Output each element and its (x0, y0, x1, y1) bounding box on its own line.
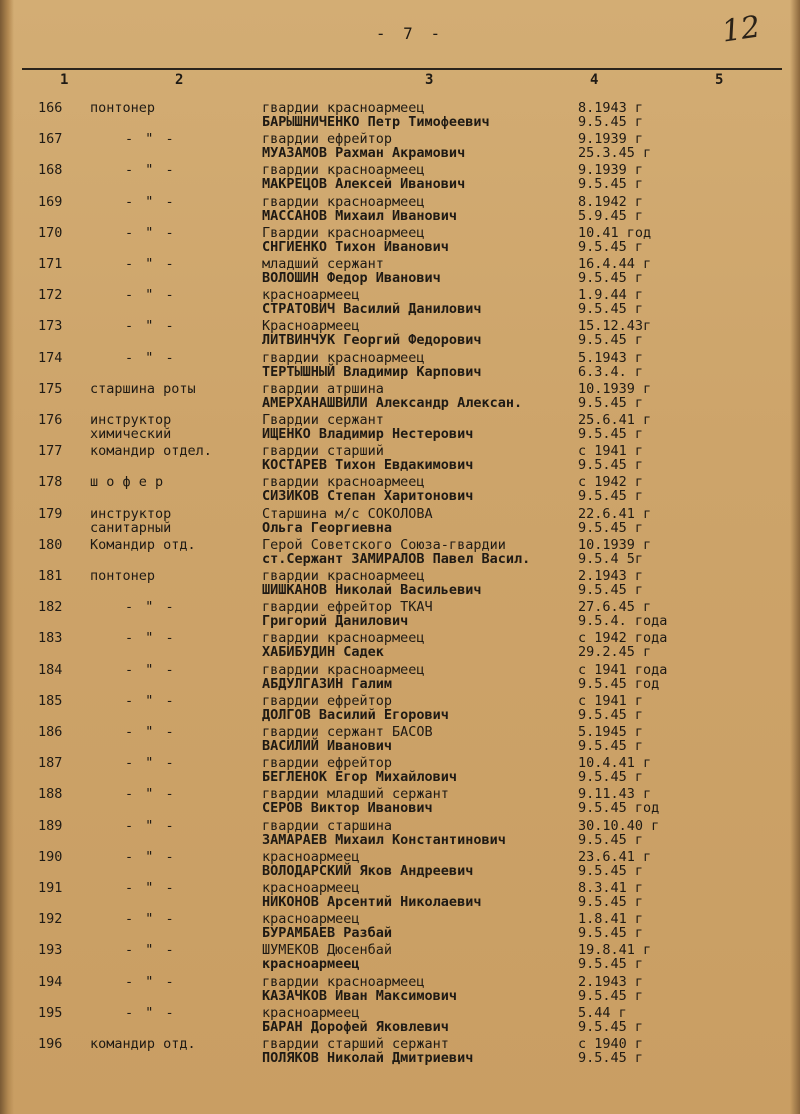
rank: Красноармеец (262, 318, 360, 335)
full-name: ПОЛЯКОВ Николай Дмитриевич (262, 1050, 474, 1066)
date-1: 23.6.41 г (578, 848, 652, 865)
date-1: с 1942 г (578, 474, 644, 491)
date-2: 9.5.45 год (578, 675, 660, 692)
row-number: 184 (38, 661, 63, 678)
table-row (0, 285, 800, 316)
position: - " - (125, 848, 176, 865)
date-1: 2.1943 г (578, 973, 644, 990)
full-name: ИЩЕНКО Владимир Нестерович (262, 426, 474, 442)
rank: гвардии красноармеец (262, 973, 425, 990)
date-2: 9.5.45 г (578, 238, 644, 255)
full-name: ШИШКАНОВ Николай Васильевич (262, 582, 482, 598)
row-number: 193 (38, 942, 63, 959)
position: - " - (125, 1004, 176, 1021)
date-2: 9.5.45 г (578, 270, 644, 286)
table-row (0, 535, 800, 566)
full-name: ХАБИБУДИН Садек (262, 644, 384, 661)
full-name: МАКРЕЦОВ Алексей Иванович (262, 176, 466, 193)
date-1: 19.8.41 г (578, 942, 652, 959)
table-row (0, 1034, 800, 1065)
header-rule (22, 68, 782, 70)
position: - " - (125, 755, 176, 772)
rank: Гвардии красноармеец (262, 224, 425, 241)
position: - " - (125, 880, 176, 896)
date-1: 9.11.43 г (578, 786, 652, 803)
position: инструктор (90, 505, 172, 522)
rank: Старшина м/с СОКОЛОВА (262, 505, 433, 522)
row-number: 180 (38, 536, 63, 553)
full-name: ВОЛОДАРСКИЙ Яков Андреевич (262, 862, 474, 879)
date-2: 9.5.45 год (578, 800, 660, 817)
table-row (0, 784, 800, 815)
rank: гвардии красноармеец (262, 193, 425, 210)
rank: гвардии красноармеец (262, 568, 425, 584)
full-name: БУРАМБАЕВ Разбай (262, 925, 393, 942)
column-header-4: 4 (590, 72, 599, 88)
table-row (0, 847, 800, 878)
full-name: СЕРОВ Виктор Иванович (262, 800, 433, 817)
rank: ШУМЕКОВ Дюсенбай (262, 942, 393, 959)
position: Командир отд. (90, 536, 196, 553)
date-2: 9.5.45 г (578, 831, 644, 848)
page-number: - 7 - (375, 24, 445, 43)
table-row (0, 816, 800, 847)
rank: гвардии ефрейтор (262, 692, 393, 709)
position: - " - (125, 162, 176, 179)
date-2: 9.5.45 г (578, 114, 644, 130)
position: - " - (125, 942, 176, 959)
table-row (0, 909, 800, 940)
rank: гвардии ефрейтор ТКАЧ (262, 599, 433, 616)
date-2: 5.9.45 г (578, 207, 644, 224)
table-row (0, 722, 800, 753)
position: - " - (125, 193, 176, 210)
date-1: 22.6.41 г (578, 505, 652, 522)
position: - " - (125, 817, 176, 834)
rank: гвардии красноармеец (262, 630, 425, 647)
position: - " - (125, 318, 176, 335)
position: - " - (125, 256, 176, 272)
rank: младший сержант (262, 256, 384, 272)
date-1: с 1941 г (578, 692, 644, 709)
date-1: 5.1943 г (578, 349, 644, 366)
full-name: БАРЫШНИЧЕНКО Петр Тимофеевич (262, 114, 490, 130)
column-header-5: 5 (715, 72, 724, 88)
date-1: 16.4.44 г (578, 256, 652, 272)
date-1: 8.3.41 г (578, 880, 644, 896)
table-row (0, 660, 800, 691)
row-number: 183 (38, 630, 63, 647)
position-line2: химический (90, 426, 172, 442)
date-2: 9.5.45 г (578, 769, 644, 786)
position: - " - (125, 224, 176, 241)
row-number: 175 (38, 380, 63, 397)
full-name: красноармеец (262, 956, 360, 973)
date-1: 5.44 г (578, 1004, 627, 1021)
date-2: 9.5.45 г (578, 1018, 644, 1035)
date-1: 5.1945 г (578, 724, 644, 740)
full-name: МАССАНОВ Михаил Иванович (262, 207, 458, 224)
date-2: 25.3.45 г (578, 145, 652, 162)
rank: гвардии младший сержант (262, 786, 449, 803)
position: ш о ф е р (90, 474, 164, 491)
table-row (0, 410, 800, 441)
date-2: 29.2.45 г (578, 644, 652, 661)
rank: красноармеец (262, 880, 360, 896)
date-2: 9.5.45 г (578, 894, 644, 910)
rank: гвардии красноармеец (262, 474, 425, 491)
date-2: 9.5.45 г (578, 738, 644, 754)
row-number: 166 (38, 100, 63, 116)
table-row (0, 379, 800, 410)
table-row (0, 1003, 800, 1034)
table-row (0, 566, 800, 597)
date-1: 25.6.41 г (578, 412, 652, 428)
rank: гвардии старший сержант (262, 1036, 449, 1052)
full-name: КОСТАРЕВ Тихон Евдакимович (262, 457, 474, 474)
row-number: 182 (38, 599, 63, 616)
position: - " - (125, 692, 176, 709)
date-1: 30.10.40 г (578, 817, 660, 834)
rank: гвардии старшина (262, 817, 393, 834)
position: командир отдел. (90, 443, 212, 460)
row-number: 177 (38, 443, 63, 460)
rank: гвардии старший (262, 443, 384, 460)
date-2: 9.5.45 г (578, 426, 644, 442)
rank: гвардии ефрейтор (262, 755, 393, 772)
row-number: 187 (38, 755, 63, 772)
table-row (0, 972, 800, 1003)
table-row (0, 98, 800, 129)
full-name: ЗАМАРАЕВ Михаил Константинович (262, 831, 506, 848)
rank: гвардии атршина (262, 380, 384, 397)
date-1: 10.4.41 г (578, 755, 652, 772)
rank: красноармеец (262, 848, 360, 865)
date-2: 9.5.4 5г (578, 550, 644, 567)
position: командир отд. (90, 1036, 196, 1052)
full-name: СТРАТОВИЧ Василий Данилович (262, 301, 482, 318)
column-header-3: 3 (425, 72, 434, 88)
full-name: КАЗАЧКОВ Иван Максимович (262, 987, 458, 1004)
rank: гвардии ефрейтор (262, 131, 393, 148)
table-row (0, 691, 800, 722)
date-1: 2.1943 г (578, 568, 644, 584)
handwritten-sheet-number: 12 (719, 9, 763, 50)
rank: красноармеец (262, 911, 360, 928)
position: - " - (125, 724, 176, 740)
row-number: 173 (38, 318, 63, 335)
row-number: 169 (38, 193, 63, 210)
date-1: с 1940 г (578, 1036, 644, 1052)
row-number: 172 (38, 287, 63, 304)
date-2: 9.5.45 г (578, 582, 644, 598)
full-name: СИЗИКОВ Степан Харитонович (262, 488, 474, 505)
row-number: 188 (38, 786, 63, 803)
position: - " - (125, 911, 176, 928)
full-name: АБДУЛГАЗИН Галим (262, 675, 393, 692)
date-1: с 1942 года (578, 630, 668, 647)
date-2: 9.5.45 г (578, 956, 644, 973)
table-row (0, 504, 800, 535)
row-number: 194 (38, 973, 63, 990)
date-1: 1.9.44 г (578, 287, 644, 304)
full-name: Григорий Данилович (262, 613, 409, 630)
position: - " - (125, 661, 176, 678)
position: - " - (125, 599, 176, 616)
full-name: Ольга Георгиевна (262, 519, 393, 536)
table-row (0, 597, 800, 628)
rank: гвардии красноармеец (262, 162, 425, 179)
row-number: 176 (38, 412, 63, 428)
position: - " - (125, 973, 176, 990)
full-name: МУАЗАМОВ Рахман Акрамович (262, 145, 466, 162)
table-row (0, 129, 800, 160)
row-number: 178 (38, 474, 63, 491)
date-1: 9.1939 г (578, 131, 644, 148)
column-header-2: 2 (175, 72, 184, 88)
row-number: 189 (38, 817, 63, 834)
row-number: 181 (38, 568, 63, 584)
date-1: с 1941 года (578, 661, 668, 678)
row-number: 167 (38, 131, 63, 148)
row-number: 186 (38, 724, 63, 740)
row-number: 190 (38, 848, 63, 865)
table-row (0, 316, 800, 347)
rank: гвардии красноармеец (262, 349, 425, 366)
position: - " - (125, 349, 176, 366)
table-row (0, 160, 800, 191)
position: понтонер (90, 100, 156, 116)
rank: красноармеец (262, 287, 360, 304)
table-row (0, 192, 800, 223)
row-number: 191 (38, 880, 63, 896)
date-2: 9.5.45 г (578, 394, 644, 411)
full-name: ДОЛГОВ Василий Егорович (262, 706, 449, 723)
table-row (0, 223, 800, 254)
rank: красноармеец (262, 1004, 360, 1021)
rank: Герой Советского Союза-гвардии (262, 536, 506, 553)
date-2: 9.5.45 г (578, 925, 644, 942)
table-row (0, 254, 800, 285)
full-name: СНГИЕНКО Тихон Иванович (262, 238, 449, 255)
date-2: 9.5.45 г (578, 1050, 644, 1066)
date-1: с 1941 г (578, 443, 644, 460)
row-number: 192 (38, 911, 63, 928)
date-2: 9.5.45 г (578, 332, 644, 349)
date-1: 8.1942 г (578, 193, 644, 210)
date-1: 9.1939 г (578, 162, 644, 179)
date-2: 9.5.45 г (578, 301, 644, 318)
full-name: ЛИТВИНЧУК Георгий Федорович (262, 332, 482, 349)
date-1: 1.8.41 г (578, 911, 644, 928)
row-number: 179 (38, 505, 63, 522)
position: - " - (125, 131, 176, 148)
full-name: ВОЛОШИН Федор Иванович (262, 270, 441, 286)
full-name: БАРАН Дорофей Яковлевич (262, 1018, 449, 1035)
table-row (0, 472, 800, 503)
row-number: 171 (38, 256, 63, 272)
full-name: БЕГЛЕНОК Егор Михайлович (262, 769, 458, 786)
position: понтонер (90, 568, 156, 584)
position: - " - (125, 630, 176, 647)
position: старшина роты (90, 380, 196, 397)
row-number: 174 (38, 349, 63, 366)
table-row (0, 878, 800, 909)
position: - " - (125, 287, 176, 304)
date-2: 9.5.45 г (578, 987, 644, 1004)
date-2: 9.5.45 г (578, 862, 644, 879)
row-number: 168 (38, 162, 63, 179)
date-2: 9.5.45 г (578, 488, 644, 505)
row-number: 185 (38, 692, 63, 709)
date-2: 9.5.45 г (578, 176, 644, 193)
date-2: 9.5.45 г (578, 519, 644, 536)
rank: Гвардии сержант (262, 412, 384, 428)
position: инструктор (90, 412, 172, 428)
date-1: 10.41 год (578, 224, 652, 241)
table-row (0, 441, 800, 472)
position: - " - (125, 786, 176, 803)
rank: гвардии красноармеец (262, 661, 425, 678)
date-2: 9.5.4. года (578, 613, 668, 630)
rank: гвардии красноармеец (262, 100, 425, 116)
date-2: 9.5.45 г (578, 457, 644, 474)
table-row (0, 940, 800, 971)
date-1: 27.6.45 г (578, 599, 652, 616)
date-2: 6.3.4. г (578, 363, 644, 380)
full-name: ТЕРТЫШНЫЙ Владимир Карпович (262, 363, 482, 380)
row-number: 196 (38, 1036, 63, 1052)
date-1: 10.1939 г (578, 536, 652, 553)
table-row (0, 753, 800, 784)
rank: гвардии сержант БАСОВ (262, 724, 433, 740)
row-number: 195 (38, 1004, 63, 1021)
row-number: 170 (38, 224, 63, 241)
full-name: АМЕРХАНАШВИЛИ Александр Алексан. (262, 394, 523, 411)
date-1: 15.12.43г (578, 318, 652, 335)
table-row (0, 628, 800, 659)
column-header-1: 1 (60, 72, 69, 88)
table-row (0, 348, 800, 379)
date-1: 8.1943 г (578, 100, 644, 116)
full-name: ст.Сержант ЗАМИРАЛОВ Павел Васил. (262, 550, 531, 567)
full-name: ВАСИЛИЙ Иванович (262, 738, 393, 754)
position-line2: санитарный (90, 519, 172, 536)
date-1: 10.1939 г (578, 380, 652, 397)
full-name: НИКОНОВ Арсентий Николаевич (262, 894, 482, 910)
date-2: 9.5.45 г (578, 706, 644, 723)
